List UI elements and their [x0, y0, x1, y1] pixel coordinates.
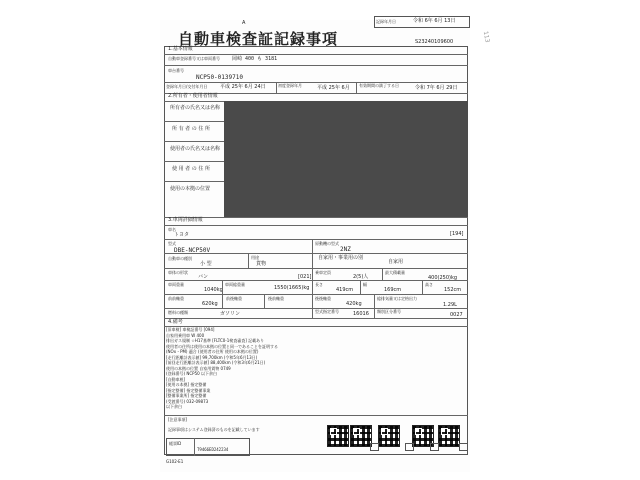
- length-value: 419cm: [336, 287, 354, 293]
- remark-line: [自動車税]: [166, 376, 186, 382]
- front-middle-axle-label: 前後軸重: [226, 296, 242, 301]
- divider: [312, 253, 313, 268]
- remark-line: 排出ガス規制 ☆H17基準 [FLTC0-1検査審査] 記載あり: [166, 338, 265, 343]
- divider: [164, 239, 468, 240]
- divider: [164, 415, 468, 416]
- divider: [194, 438, 195, 456]
- owner-name-label: 所有者の氏名又は名称: [170, 105, 221, 111]
- weight-value: 1040kg: [204, 287, 223, 293]
- rear-axle-value: 420kg: [346, 301, 362, 307]
- type-no-label: 型式指定番号: [315, 309, 339, 314]
- form-id-label: 帳票ID: [169, 441, 182, 446]
- qr-code-5: [438, 425, 460, 447]
- front-axle-label: 前前軸重: [168, 296, 184, 301]
- divider: [312, 294, 313, 308]
- owner-address-label: 所 有 者 の 住 所: [172, 126, 210, 132]
- capacity-value: 2(5)人: [353, 274, 369, 280]
- s3-heading: 3.車両詳細情報: [168, 217, 203, 223]
- divider: [312, 239, 313, 253]
- remark-line: (NOx・PM) 適合 (使用者の住所 使用の本拠の位置): [166, 349, 259, 354]
- form-id-value: T9466ED242234: [197, 447, 229, 452]
- length-label: 長さ: [315, 282, 323, 287]
- class-no-label: 類別区分番号: [377, 309, 401, 314]
- divider: [222, 280, 223, 294]
- divider: [164, 161, 224, 162]
- marker-square: [405, 443, 414, 451]
- divider: [164, 181, 224, 182]
- remark-line: [前回走行距離計表示値] 88,400km (令和3年6月21日): [166, 360, 266, 365]
- first-reg-value: 平成 25年 6月 24日: [220, 84, 266, 90]
- first-year-value: 平成 25年 6月: [317, 85, 350, 91]
- body-code: [021]: [298, 274, 312, 280]
- divider: [222, 294, 223, 308]
- note-text: 記録事項はシステム登録済のものを記載しています: [168, 427, 260, 432]
- divider: [164, 82, 468, 83]
- gross-value: 1550(1665)kg: [274, 285, 310, 291]
- rear-middle-axle-label: 後前軸重: [268, 296, 284, 301]
- fuel-value: ガソリン: [220, 311, 241, 317]
- issue-date-value: 令和 6年 6月 13日: [413, 18, 456, 24]
- body-label: 車体の形状: [168, 270, 188, 275]
- width-label: 幅: [363, 282, 367, 287]
- max-load-value: 400(250)kg: [428, 275, 458, 281]
- maker-value: トヨタ: [174, 232, 190, 238]
- divider: [164, 268, 468, 269]
- remark-line: 以下余白: [166, 404, 182, 409]
- s2-heading: 2.所有者・使用者情報: [168, 93, 218, 99]
- s4-heading: 4.備考: [168, 319, 183, 325]
- divider: [164, 294, 468, 295]
- model-label: 型式: [168, 241, 176, 246]
- divider: [382, 268, 383, 280]
- displacement-label: 総排気量又は定格出力: [377, 296, 417, 301]
- class-no-value: 0027: [450, 312, 463, 318]
- maker-code: [194]: [450, 231, 464, 237]
- model-value: DBE-NCP50V: [174, 247, 211, 254]
- margin-note: 113: [481, 30, 491, 44]
- serial-number: S23240109600: [415, 39, 454, 45]
- use-label: 用途: [251, 255, 259, 260]
- width-value: 169cm: [384, 287, 402, 293]
- expiry-label: 有効期間の満了する日: [359, 83, 399, 88]
- remark-line: [走行距離計表示値] 99,700km (令和5年6月13日): [166, 354, 258, 360]
- qr-code-1: [327, 425, 349, 447]
- remark-line: 自家用乗用車 W 400: [166, 332, 205, 338]
- form-code: G102-E1: [166, 459, 184, 464]
- purpose-value: 自家用: [388, 259, 404, 265]
- issue-date-label: 記録年月日: [376, 19, 396, 24]
- reg-label: 自動車登録番号又は車両番号: [168, 56, 220, 61]
- divider: [360, 280, 361, 294]
- engine-value: 2NZ: [340, 246, 351, 253]
- height-value: 152cm: [444, 287, 462, 293]
- kind-label: 自動車の種別: [168, 256, 192, 261]
- redacted-owner-info: [224, 101, 468, 217]
- maker-label: 車名: [168, 227, 176, 232]
- user-name-label: 使用者の氏名又は名称: [170, 146, 221, 152]
- s1-heading: 1.基本情報: [168, 46, 193, 52]
- fuel-label: 燃料の種類: [168, 310, 188, 315]
- divider: [312, 280, 313, 294]
- remark-line: [使用の本拠] 指定整備: [166, 382, 207, 387]
- divider: [422, 280, 423, 294]
- marker-square: [370, 443, 379, 451]
- user-address-label: 使 用 者 の 住 所: [172, 166, 210, 172]
- purpose-label: 自家用・事業用の別: [318, 255, 364, 261]
- divider: [312, 308, 313, 318]
- divider: [264, 294, 265, 308]
- remark-line: 使用者の住所は使用の本拠の位置と同一であることを証明する: [166, 343, 278, 349]
- divider: [248, 253, 249, 268]
- weight-label: 車両重量: [168, 282, 184, 287]
- divider: [164, 121, 224, 122]
- divider: [164, 141, 224, 142]
- document-title: 自動車検査証記録事項: [178, 30, 339, 48]
- divider: [164, 54, 468, 55]
- height-label: 高さ: [425, 282, 433, 287]
- vehicle-inspection-certificate: [160, 18, 491, 472]
- remark-line: [旧車検] 車検証番号 [094]: [166, 327, 215, 332]
- divider: [356, 82, 357, 93]
- divider: [164, 318, 468, 319]
- divider: [164, 65, 468, 66]
- note-heading: [注意事項]: [168, 417, 188, 422]
- marker-square: [459, 443, 468, 451]
- chassis-label: 車台番号: [168, 68, 184, 73]
- chassis-value: NCP50-0139710: [196, 74, 243, 81]
- marker-square: [430, 443, 439, 451]
- header-mark: A: [242, 20, 246, 26]
- expiry-value: 令和 7年 6月 29日: [415, 85, 458, 91]
- use-value: 貨物: [256, 261, 267, 267]
- type-no-value: 16016: [353, 311, 369, 317]
- rear-axle-label: 後後軸重: [315, 296, 331, 301]
- first-reg-label: 登録年月日/交付年月日: [166, 84, 208, 89]
- base-location-label: 使用の本拠の位置: [170, 186, 211, 192]
- engine-label: 原動機の型式: [315, 241, 339, 246]
- divider: [374, 294, 375, 308]
- divider: [164, 225, 468, 226]
- remark-line: [整備事業所] 指定整備: [166, 393, 207, 398]
- body-value: バン: [198, 274, 209, 280]
- first-year-label: 初度登録年月: [278, 83, 302, 88]
- divider: [164, 217, 468, 218]
- max-load-label: 最大積載量: [385, 270, 405, 275]
- remark-line: 使用の本拠の位置 自家用貨物 0749: [166, 365, 231, 371]
- remark-line: [指定整備] 指定整備事業: [166, 387, 211, 393]
- gross-label: 車両総重量: [225, 282, 245, 287]
- divider: [164, 253, 468, 254]
- reg-value: 岡崎 400 も 3181: [232, 56, 278, 62]
- front-axle-value: 620kg: [202, 301, 218, 307]
- divider: [374, 308, 375, 318]
- capacity-label: 乗車定員: [315, 270, 331, 275]
- remark-line: (受渡番号) 032-09873: [166, 398, 209, 404]
- remark-line: (登録番号) NCP50 以下余白: [166, 371, 217, 376]
- divider: [312, 268, 313, 280]
- kind-value: 小 型: [200, 261, 212, 267]
- displacement-value: 1.29L: [443, 302, 457, 308]
- qr-code-3: [378, 425, 400, 447]
- divider: [276, 82, 277, 93]
- qr-code-2: [350, 425, 372, 447]
